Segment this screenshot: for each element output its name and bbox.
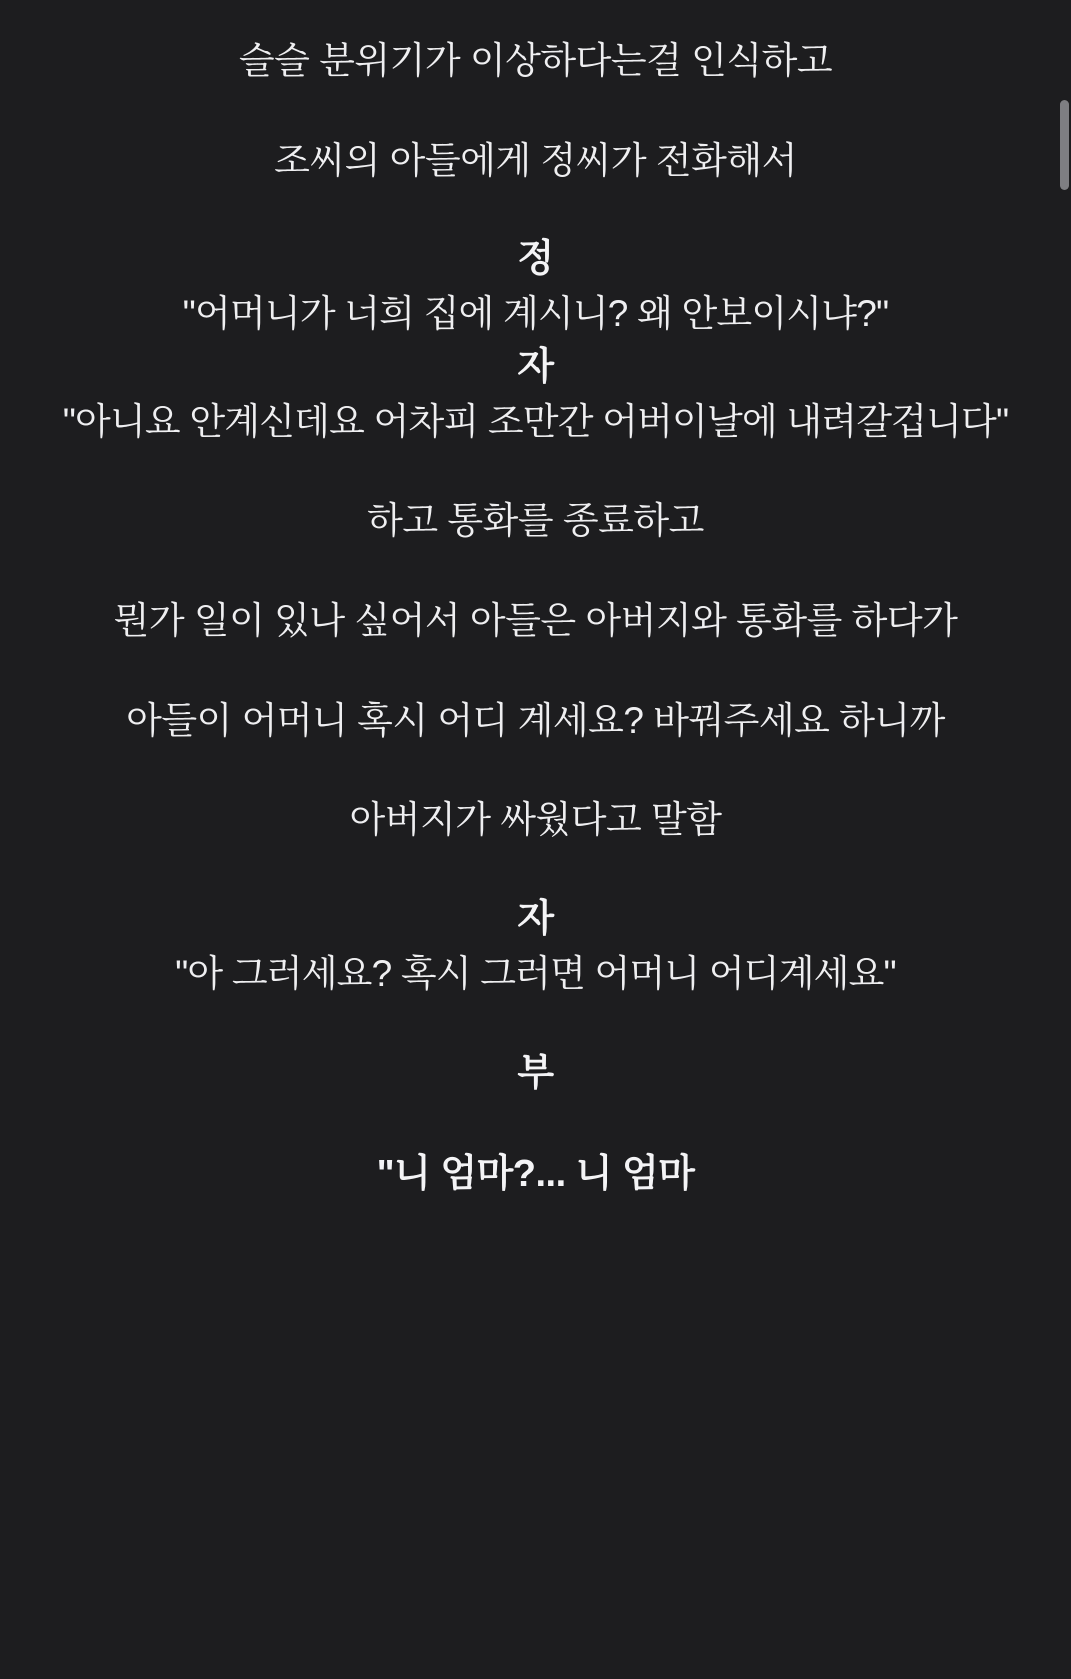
speaker-label-son-1: 자: [517, 345, 554, 388]
speaker-label-son-2: 자: [517, 898, 554, 941]
paragraph-after-call: 하고 통화를 종료하고: [367, 500, 704, 542]
quote-father: "니 엄마?... 니 엄마: [376, 1152, 695, 1195]
paragraph-intro-1: 슬슬 분위기가 이상하다는걸 인식하고: [238, 40, 833, 81]
paragraph-narration-3: 아버지가 싸웠다고 말함: [349, 799, 722, 841]
paragraph-intro-2: 조씨의 아들에게 정씨가 전화해서: [274, 139, 797, 181]
paragraph-narration-2: 아들이 어머니 혹시 어디 계세요? 바꿔주세요 하니까: [126, 699, 945, 741]
quote-son-1: "아니요 안계신데요 어차피 조만간 어버이날에 내려갈겁니다": [62, 400, 1009, 442]
document-content: [36, 34, 1036, 1202]
quote-jeong-1: "어머니가 너희 집에 계시니? 왜 안보이시냐?": [182, 293, 889, 335]
dialogue-block-2: [36, 893, 1036, 1001]
quote-son-2: "아 그러세요? 혹시 그러면 어머니 어디계세요": [175, 952, 896, 994]
scrollbar-thumb[interactable]: [1060, 100, 1069, 190]
speaker-label-father: 부: [517, 1051, 554, 1094]
dialogue-block-1: [36, 233, 1036, 448]
paragraph-narration-1: 뭔가 일이 있나 싶어서 아들은 아버지와 통화를 하다가: [113, 600, 958, 642]
vertical-scrollbar[interactable]: [1057, 0, 1071, 1679]
speaker-label-jeong: 정: [517, 238, 554, 281]
dialogue-block-3: [36, 1047, 1036, 1101]
